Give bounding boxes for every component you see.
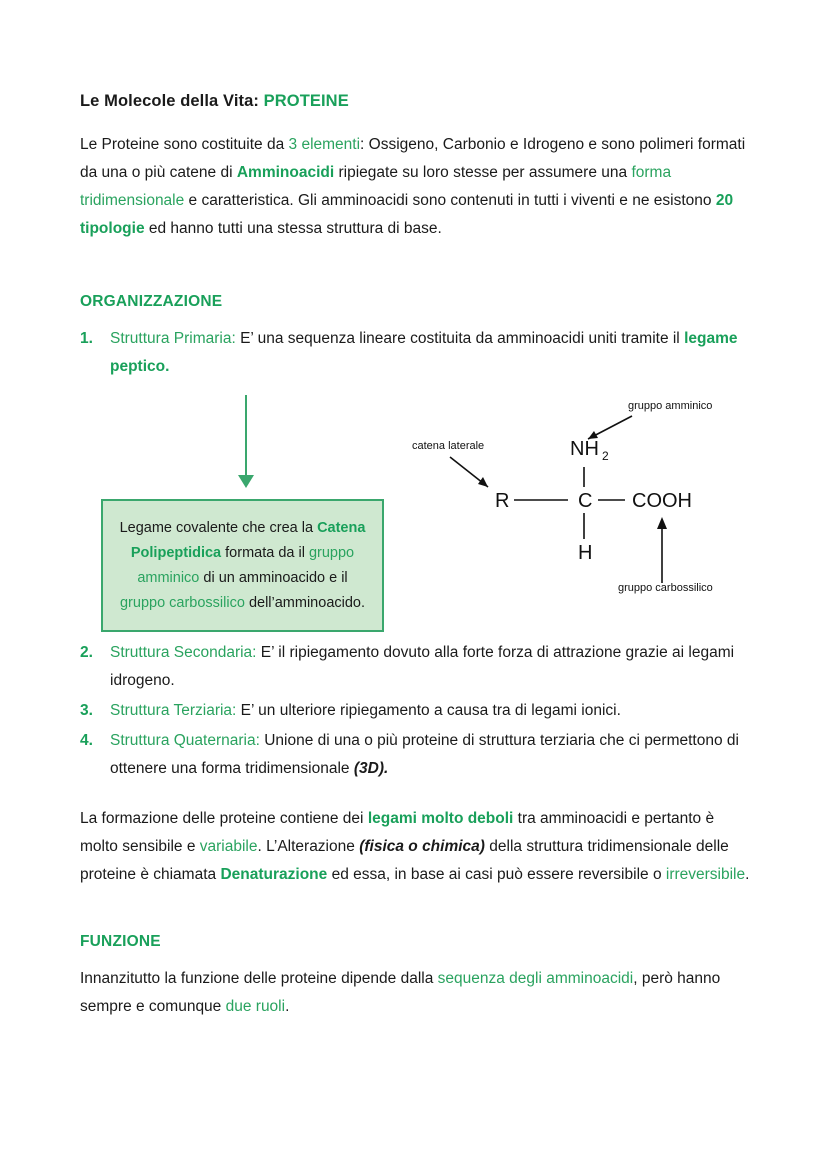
organizzazione-list-part1: [80, 325, 752, 381]
list-item-number: 4.: [80, 732, 93, 749]
den-text-2: tra amminoacidi e pertanto è molto sensibile e: [80, 810, 715, 855]
list-item: [80, 325, 752, 381]
intro-text-2: : Ossigeno, Carbonio e Idrogeno e sono polimeri formati da una o più catene di: [80, 136, 746, 181]
list-item-label: Struttura Secondaria:: [110, 644, 257, 661]
callout-text-3: di un amminoacido e il: [199, 569, 348, 586]
callout-text-1: Legame covalente che crea la: [119, 519, 318, 536]
den-text-4: della struttura tridimensionale delle proteine è chiamata: [80, 838, 729, 883]
list-item-text: E’ un ulteriore ripiegamento a causa tra di legami ionici.: [236, 702, 621, 719]
callout-highlight-carbossilico: gruppo carbossilico: [119, 594, 245, 611]
svg-text:2: 2: [602, 449, 609, 463]
den-highlight-denaturazione: Denaturazione: [220, 866, 328, 883]
denaturazione-paragraph: [80, 805, 752, 889]
callout-highlight-amminico: gruppo amminico: [137, 544, 355, 586]
fun-highlight-ruoli: due ruoli: [225, 998, 286, 1015]
den-highlight-irreversibile: irreversibile: [665, 866, 746, 883]
fun-highlight-sequenza: sequenza degli amminoacidi: [437, 970, 634, 987]
page-title-accent: PROTEINE: [263, 92, 349, 110]
den-italic-fisica: (fisica o chimica): [359, 838, 485, 855]
list-item-bold-italic: (3D).: [353, 760, 389, 777]
page-title-main: Le Molecole della Vita:: [80, 92, 259, 110]
page-title: [80, 92, 752, 111]
intro-highlight-amminoacidi: Amminoacidi: [236, 164, 335, 181]
list-item-text: E’ il ripiegamento dovuto alla forte forza di attrazione grazie ai legami idrogeno.: [110, 644, 735, 689]
funzione-paragraph: [80, 965, 752, 1021]
callout-text: [117, 516, 368, 616]
den-text-6: .: [745, 866, 750, 883]
intro-paragraph: [80, 131, 752, 243]
list-item-label: Struttura Primaria:: [110, 330, 236, 347]
callout-box: [101, 499, 384, 632]
list-item-number: 3.: [80, 702, 93, 719]
intro-highlight-elementi: 3 elementi: [288, 136, 361, 153]
intro-text-4: e caratteristica. Gli amminoacidi sono contenuti in tutti i viventi e ne esistono: [184, 192, 716, 209]
den-text-3: . L’Alterazione: [257, 838, 360, 855]
amino-acid-diagram: [410, 387, 750, 617]
intro-highlight-forma: forma tridimensionale: [80, 164, 672, 209]
list-item-text: E’ una sequenza lineare costituita da amminoacidi uniti tramite il: [235, 330, 685, 347]
spacer: [80, 889, 752, 933]
callout-highlight-catena: Catena Polipeptidica: [130, 519, 366, 561]
section-heading-organizzazione: ORGANIZZAZIONE: [80, 293, 223, 310]
list-item-number: 2.: [80, 644, 93, 661]
list-item-text: Unione di una o più proteine di struttura terziaria che ci permettono di ottenere una forma tridimensionale: [110, 732, 739, 777]
svg-text:COOH: COOH: [632, 490, 692, 512]
svg-text:R: R: [495, 490, 510, 512]
intro-highlight-tipologie: 20 tipologie: [80, 192, 734, 237]
svg-text:gruppo carbossilico: gruppo carbossilico: [618, 582, 713, 594]
list-item-label: Struttura Quaternaria:: [110, 732, 260, 749]
organizzazione-list-part2: [80, 639, 752, 783]
list-item-bold-green: legame peptico.: [110, 330, 738, 375]
list-item: [80, 697, 752, 725]
spacer: [80, 951, 752, 965]
svg-text:H: H: [578, 542, 593, 564]
spacer: [80, 249, 752, 293]
intro-text-3: ripiegate su loro stesse per assumere una: [334, 164, 632, 181]
intro-text-5: ed hanno tutti una stessa struttura di base.: [144, 220, 442, 237]
list-item-label: Struttura Terziaria:: [110, 702, 237, 719]
den-text-1: La formazione delle proteine contiene dei: [80, 810, 368, 827]
list-item-number: 1.: [80, 330, 93, 347]
svg-text:C: C: [578, 490, 593, 512]
list-item: [80, 727, 752, 783]
fun-text-3: .: [285, 998, 290, 1015]
den-highlight-legami: legami molto deboli: [367, 810, 514, 827]
arrow-head-icon: [238, 475, 254, 488]
svg-text:catena laterale: catena laterale: [412, 440, 485, 452]
intro-text-1: Le Proteine sono costituite da: [80, 136, 289, 153]
section-heading-funzione: FUNZIONE: [80, 933, 161, 950]
document-content: [80, 92, 752, 1027]
callout-text-4: dell’amminoacido.: [244, 594, 366, 611]
den-text-5: ed essa, in base ai casi può essere reversibile o: [327, 866, 666, 883]
svg-text:NH: NH: [570, 438, 599, 460]
svg-text:gruppo amminico: gruppo amminico: [628, 400, 713, 412]
figure-area: [80, 387, 752, 639]
fun-text-1: Innanzitutto la funzione delle proteine dipende dalla: [80, 970, 438, 987]
den-highlight-variabile: variabile: [199, 838, 258, 855]
spacer: [80, 311, 752, 325]
arrow-line: [245, 395, 247, 479]
fun-text-2: , però hanno sempre e comunque: [80, 970, 721, 1015]
denaturazione-block: [80, 805, 752, 889]
list-item: [80, 639, 752, 695]
callout-text-2: formata da il: [221, 544, 309, 561]
